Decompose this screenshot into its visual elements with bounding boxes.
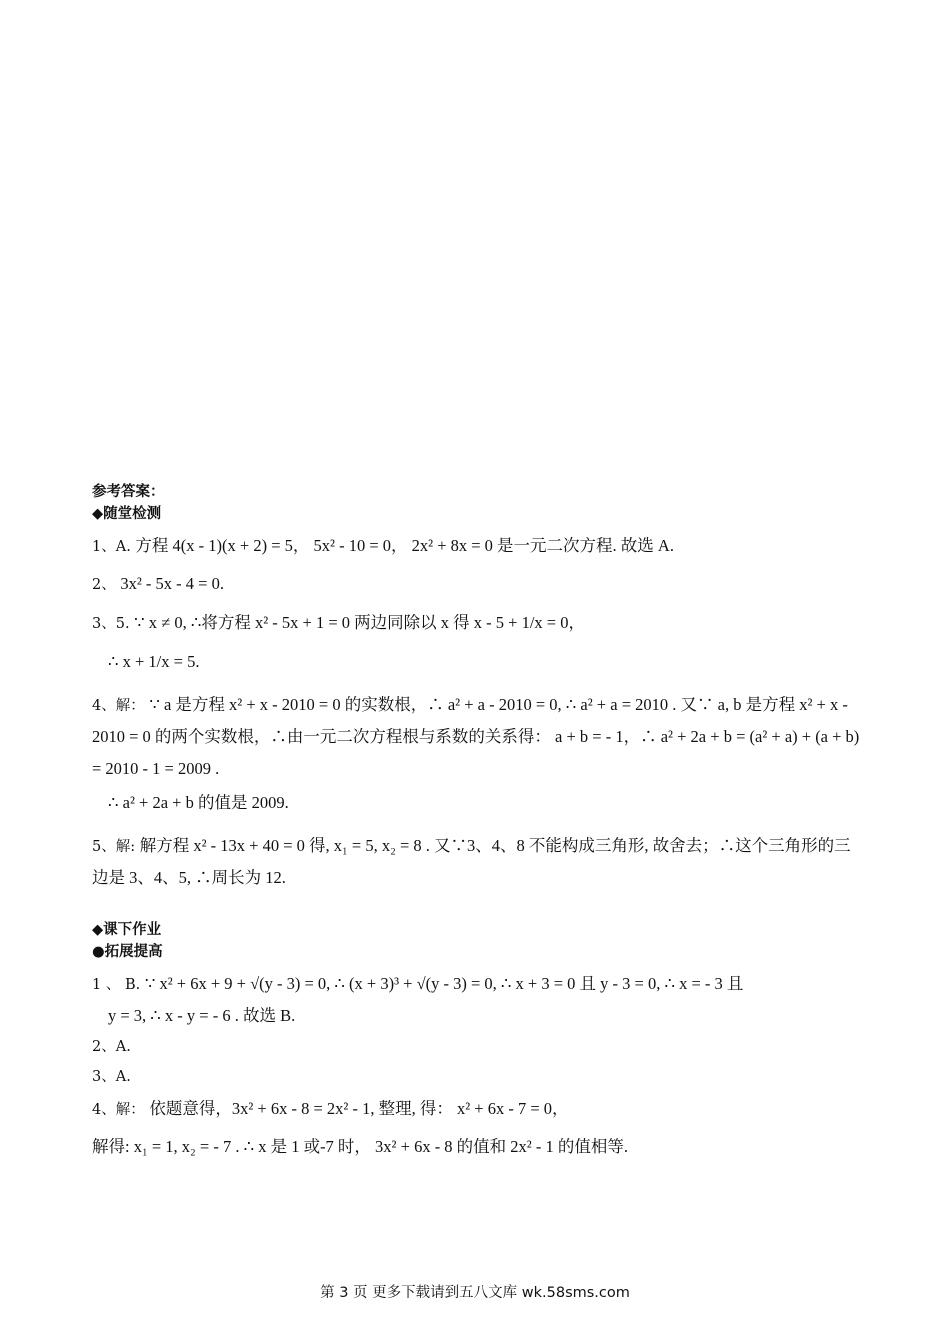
answer-2-1 <box>92 972 862 997</box>
page-footer: 第 3 页 更多下载请到五八文库 wk.58sms.com <box>320 1285 630 1301</box>
subsection-title-extension: ●拓展提高 <box>92 943 163 960</box>
answer-number: 4、解： <box>92 697 145 714</box>
answer-text: ∵ x² + 6x + 9 + √(y - 3) = 0, ∴ (x + 3)³ + √(y - 3) = 0, ∴ x + 3 = 0 且 y - 3 = 0, ∴ x = - 3 且 <box>144 973 744 993</box>
answer-text: ∴ a² + 2a + b 的值是 2009. <box>108 793 289 813</box>
answer-2-1-continued <box>92 1004 862 1029</box>
answer-section <box>92 482 862 1160</box>
answers-title: 参考答案： <box>92 484 165 500</box>
answer-number: 3、A. <box>92 1068 131 1085</box>
answer-1-3 <box>92 611 862 636</box>
answer-text: 解得: x₁ = 1, x₂ = - 7 . ∴ x 是 1 或-7 时， 3x² + 6x - 8 的值和 2x² - 1 的值相等. <box>92 1137 629 1157</box>
answer-1-4-continued <box>92 791 862 816</box>
answer-1-1 <box>92 534 862 559</box>
answer-text: ∵ x ≠ 0, ∴将方程 x² - 5x + 1 = 0 两边同除以 x 得 x - 5 + 1/x = 0， <box>134 613 585 632</box>
answer-1-2 <box>92 572 862 597</box>
answer-2-4 <box>92 1097 862 1122</box>
answer-number: 5、解: <box>92 838 136 855</box>
section-title-homework: ◆课下作业 <box>92 922 162 939</box>
answer-number: 2、 <box>92 577 116 594</box>
answer-text: y = 3, ∴ x - y = - 6 . 故选 B. <box>108 1006 296 1026</box>
answer-text: 依题意得，3x² + 6x - 8 = 2x² - 1, 整理, 得： x² + 6x - 7 = 0， <box>149 1098 569 1118</box>
answer-text: 3x² - 5x - 4 = 0. <box>120 574 224 594</box>
answer-text: 方程 4(x - 1)(x + 2) = 5， 5x² - 10 = 0， 2x² + 8x = 0 是一元二次方程. 故选 A. <box>135 535 674 555</box>
answer-1-5 <box>92 830 862 894</box>
answer-number: 4、解： <box>92 1101 145 1118</box>
answer-text: 解方程 x² - 13x + 40 = 0 得, x₁ = 5, x₂ = 8 . 又∵3、4、8 不能构成三角形, 故舍去；∴这个三角形的三边是 3、4、5, ∴周长为 12. <box>92 835 851 887</box>
answer-number: 1、A. <box>92 538 131 555</box>
answer-2-2 <box>92 1037 862 1059</box>
answer-1-3-continued <box>92 650 862 675</box>
section-title-classroom-check: ◆随堂检测 <box>92 505 162 522</box>
answer-text: ∴ x + 1/x = 5. <box>108 651 200 671</box>
answer-2-4-continued <box>92 1135 862 1160</box>
answer-number: 1 、 B. <box>92 976 141 993</box>
answer-text: ∵ a 是方程 x² + x - 2010 = 0 的实数根，∴ a² + a - 2010 = 0, ∴ a² + a = 2010 . 又∵ a, b 是方程 x² + x - 2010 = 0 的两个实数根，∴由一元二次方程根与系数的关系得： a + b = - 1，∴ a² + 2a + b = (a² + a) + (a + b) = 2010 - 1 = 2009 . <box>92 694 860 778</box>
answer-2-3 <box>92 1067 862 1089</box>
answer-1-4 <box>92 689 862 786</box>
answer-number: 3、5. <box>92 616 130 632</box>
answer-number: 2、A. <box>92 1039 131 1056</box>
